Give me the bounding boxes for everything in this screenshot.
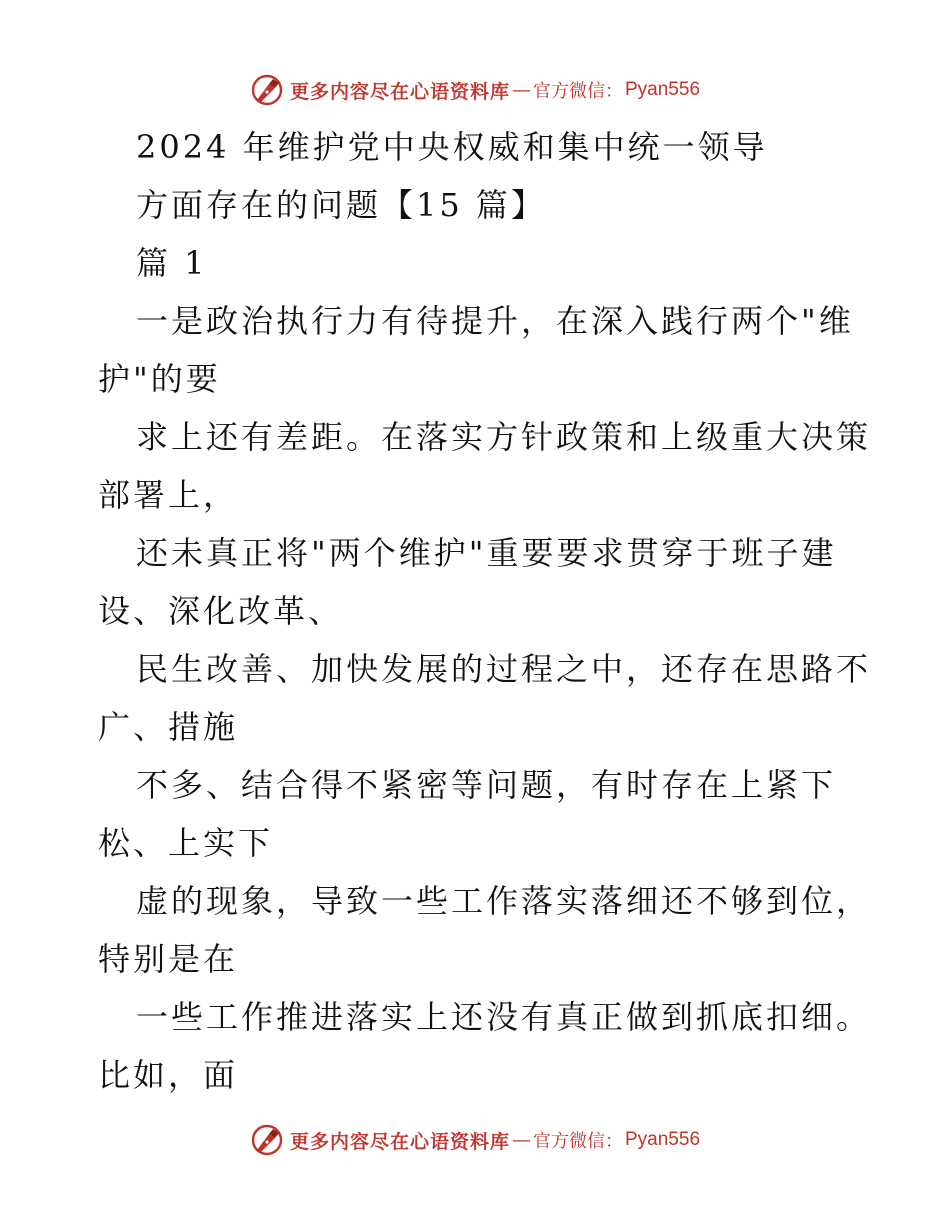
paragraph-line: 比如，面	[98, 1056, 239, 1094]
paragraph-line: 一是政治执行力有待提升，在深入践行两个"维	[136, 302, 854, 340]
paragraph-line: 还未真正将"两个维护"重要要求贯穿于班子建	[136, 534, 837, 572]
document-title-line-2: 方面存在的问题【15 篇】	[136, 186, 546, 224]
paragraph-line: 一些工作推进落实上还没有真正做到抓底扣细。	[136, 998, 872, 1036]
banner-title: 更多内容尽在心语资料库	[289, 80, 510, 103]
paragraph-line: 部署上，	[98, 476, 239, 514]
section-heading: 篇 1	[136, 244, 208, 282]
paragraph-line: 求上还有差距。在落实方针政策和上级重大决策	[136, 418, 872, 456]
footer-banner	[0, 1120, 950, 1160]
document-body	[98, 118, 872, 1104]
banner-wechat-label: 官方微信：	[533, 81, 623, 102]
banner-wechat-label: 官方微信：	[533, 1131, 623, 1152]
paragraph-line: 广、措施	[98, 708, 239, 746]
banner-title: 更多内容尽在心语资料库	[289, 1130, 510, 1153]
banner-dash: —	[512, 1129, 531, 1151]
paragraph-line: 松、上实下	[98, 824, 274, 862]
banner-wechat-id: Pyan556	[625, 79, 701, 100]
paragraph-line: 设、深化改革、	[98, 592, 344, 630]
header-banner	[0, 70, 950, 110]
paragraph-line: 不多、结合得不紧密等问题，有时存在上紧下	[136, 766, 837, 804]
paragraph-line: 虚的现象，导致一些工作落实落细还不够到位，	[136, 882, 872, 920]
paragraph-line: 特别是在	[98, 940, 239, 978]
paragraph-line: 护"的要	[98, 360, 221, 398]
banner-wechat-id: Pyan556	[625, 1129, 701, 1150]
banner-dash: —	[512, 79, 531, 101]
pen-nib-logo-icon	[250, 1123, 284, 1157]
pen-nib-logo-icon	[250, 73, 284, 107]
document-title-line-1: 2024 年维护党中央权威和集中统一领导	[136, 128, 768, 166]
paragraph-line: 民生改善、加快发展的过程之中，还存在思路不	[136, 650, 872, 688]
